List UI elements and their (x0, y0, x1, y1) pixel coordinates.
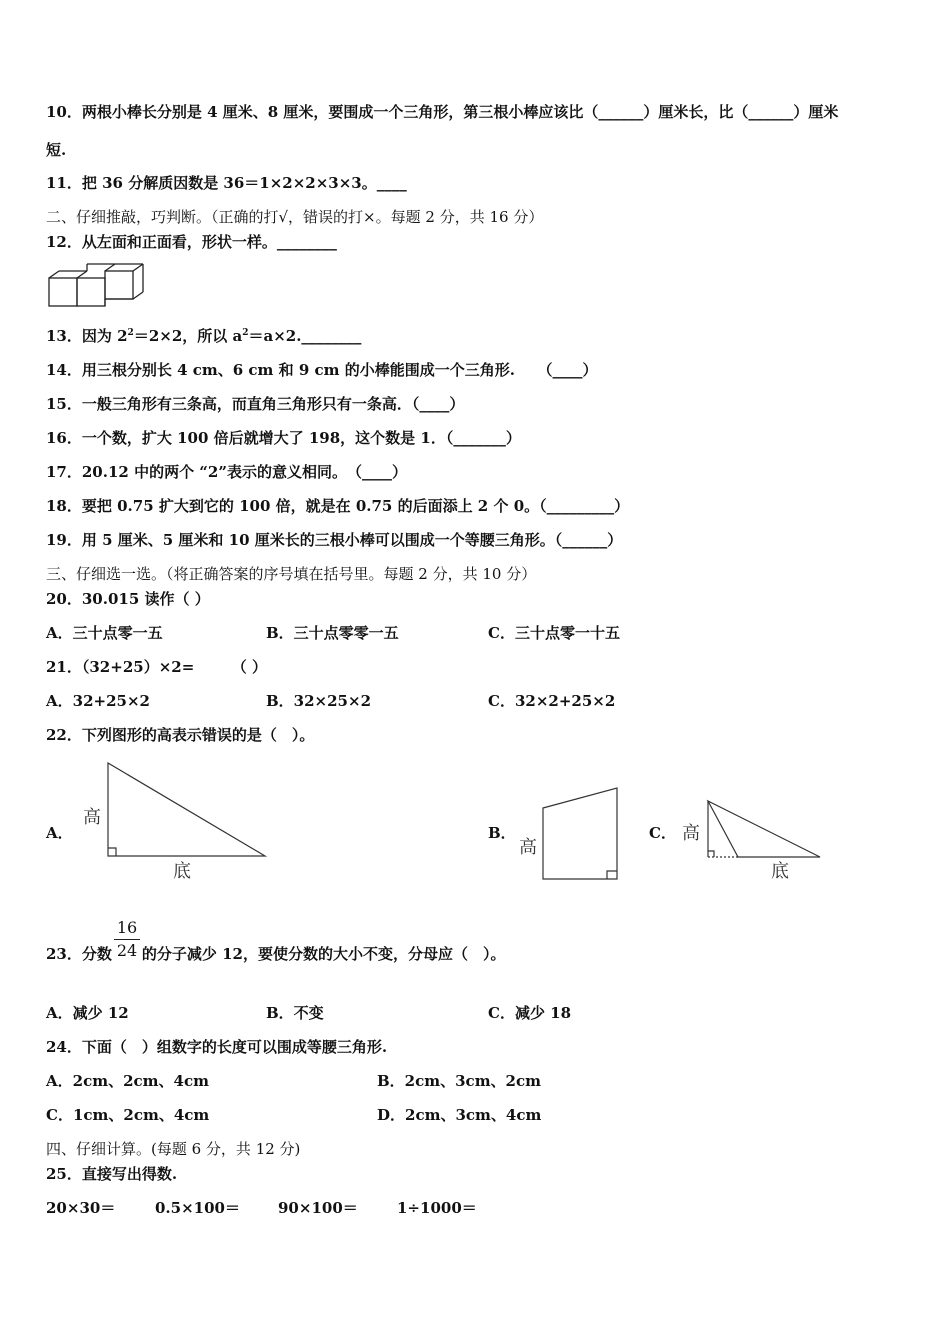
cube-stack-figure (46, 262, 151, 310)
q22-figure-a (75, 755, 275, 885)
section-4-heading: 四、仔细计算。(每题 6 分，共 12 分) (46, 1140, 301, 1158)
question-19: 19．用 5 厘米、5 厘米和 10 厘米长的三根小棒可以围成一个等腰三角形。（______） (46, 531, 623, 549)
fig-c-height-label: 高 (682, 823, 700, 844)
question-25: 25．直接写出得数. (46, 1165, 178, 1183)
question-23: 23．分数 的分子减少 12，要使分数的大小不变，分母应（ ）。 (46, 945, 506, 963)
q22-option-c-label: C． (649, 824, 676, 842)
fig-c-base-label: 底 (771, 861, 789, 882)
q23-option-a: A．减少 12 (46, 1004, 129, 1022)
q23-option-c: C．减少 18 (488, 1004, 572, 1022)
question-22: 22．下列图形的高表示错误的是（ ）。 (46, 726, 315, 744)
question-13: 13．因为 $2^2=2\times 2$，所以 $a^2=a\times 2.\_\_\_\_\_\_\_\_$ (46, 327, 362, 345)
q25-item: 90×100＝ (278, 1199, 358, 1217)
q23-fraction (114, 918, 140, 961)
question-16: 16．一个数，扩大 100 倍后就增大了 198，这个数是 1．（_______） (46, 429, 521, 447)
q24-option-c: C．1cm、2cm、4cm (46, 1106, 210, 1124)
question-10-continuation: 短. (46, 141, 67, 159)
q21-option-c: C．32×2+25×2 (488, 692, 616, 710)
question-17: 17．20.12 中的两个 “2”表示的意义相同。 （____） (46, 463, 407, 481)
q20-option-b: B．三十点零零一五 (266, 624, 399, 642)
question-18: 18．要把 0.75 扩大到它的 100 倍，就是在 0.75 的后面添上 2 个 0。（_________） (46, 497, 630, 515)
fraction-denominator: 24 (116, 941, 138, 960)
fraction-numerator: 16 (116, 918, 138, 937)
question-11: 11．把 36 分解质因数是 36＝1×2×2×3×3。____ (46, 174, 407, 192)
question-24: 24．下面（ ）组数字的长度可以围成等腰三角形. (46, 1038, 388, 1056)
question-14: 14．用三根分别长 4 cm、6 cm 和 9 cm 的小棒能围成一个三角形. （____） (46, 361, 598, 379)
fig-b-height-label: 高 (519, 837, 537, 858)
q22-option-b-label: B． (488, 824, 516, 842)
section-3-heading: 三、仔细选一选。（将正确答案的序号填在括号里。每题 2 分，共 10 分） (46, 565, 537, 583)
question-15: 15．一般三角形有三条高，而直角三角形只有一条高．（____） (46, 395, 465, 413)
q20-option-a: A．三十点零一五 (46, 624, 163, 642)
q22-figure-c (678, 795, 828, 885)
q24-option-a: A．2cm、2cm、4cm (46, 1072, 209, 1090)
q22-option-a-label: A． (46, 824, 73, 842)
question-12: 12．从左面和正面看，形状一样。________ (46, 233, 337, 251)
q24-option-b: B．2cm、3cm、2cm (377, 1072, 542, 1090)
question-20: 20．30.015 读作（ ） (46, 590, 210, 608)
question-21: 21．（32+25）×2= （ ） (46, 658, 267, 676)
q25-item: 0.5×100＝ (155, 1199, 240, 1217)
question-10: 10．两根小棒长分别是 4 厘米、8 厘米，要围成一个三角形，第三根小棒应该比（______）厘米长，比（______）厘米 (46, 103, 839, 121)
fig-a-height-label: 高 (83, 807, 101, 828)
q25-item: 1÷1000＝ (397, 1199, 477, 1217)
q21-option-b: B．32×25×2 (266, 692, 372, 710)
q23-option-b: B．不变 (266, 1004, 324, 1022)
fig-a-base-label: 底 (173, 861, 191, 882)
q25-item: 20×30＝ (46, 1199, 116, 1217)
q21-option-a: A．32+25×2 (46, 692, 150, 710)
q20-option-c: C．三十点零一十五 (488, 624, 620, 642)
q22-figure-b (515, 780, 625, 885)
section-2-heading: 二、仔细推敲，巧判断。（正确的打√，错误的打×。每题 2 分，共 16 分） (46, 208, 544, 226)
q24-option-d: D．2cm、3cm、4cm (377, 1106, 542, 1124)
